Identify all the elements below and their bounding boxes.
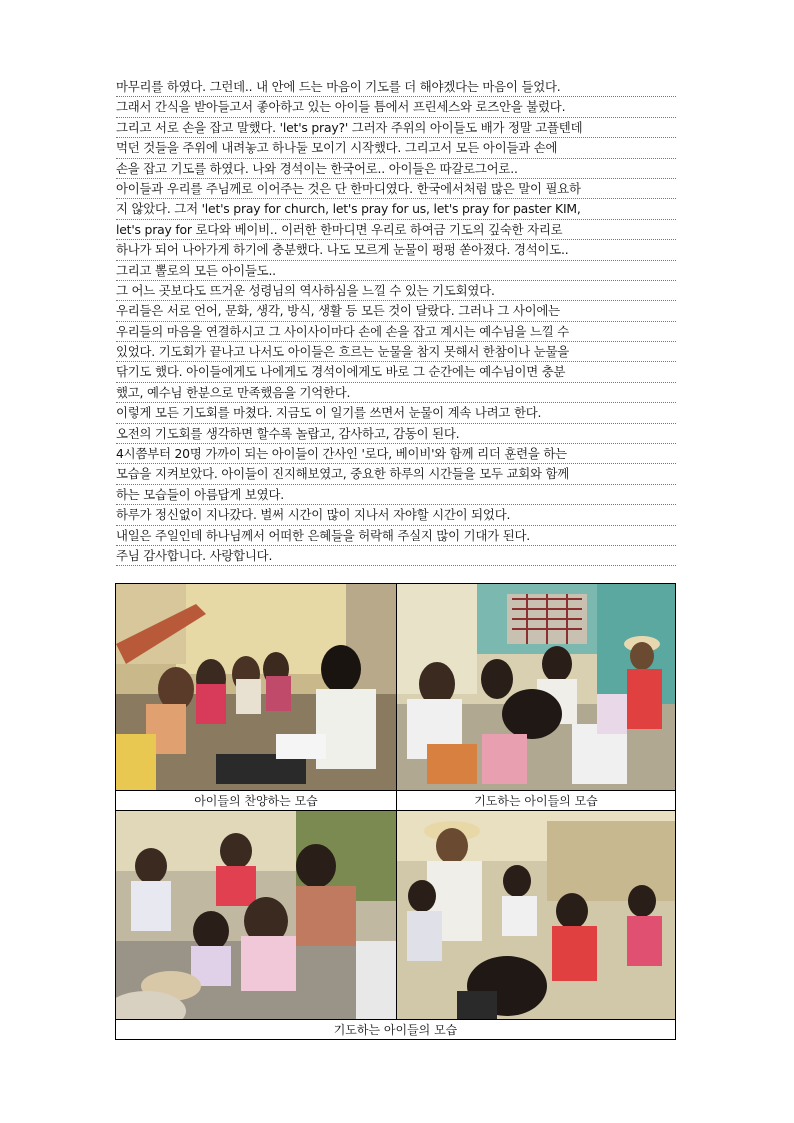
text-line: 그 어느 곳보다도 뜨거운 성령님의 역사하심을 느낄 수 있는 기도회였다. bbox=[116, 281, 676, 301]
text-line: 아이들과 우리를 주님께로 이어주는 것은 단 한마디였다. 한국에서처럼 많은 말이 필요하 bbox=[116, 179, 676, 199]
photo-children-singing bbox=[116, 584, 396, 790]
photo-children-praying-3 bbox=[397, 811, 675, 1019]
text-line: 그래서 간식을 받아들고서 좋아하고 있는 아이들 틈에서 프린세스와 로즈안을 불렀다. bbox=[116, 97, 676, 117]
text-line: 있었다. 기도회가 끝나고 나서도 아이들은 흐르는 눈물을 참지 못해서 한참이나 눈물을 bbox=[116, 342, 676, 362]
text-line: let's pray for 로다와 베이비.. 이러한 한마디면 우리로 하여금 기도의 깊숙한 자리로 bbox=[116, 220, 676, 240]
photo-children-praying-1 bbox=[397, 584, 675, 790]
text-line: 오전의 기도회를 생각하면 할수록 놀랍고, 감사하고, 감동이 된다. bbox=[116, 424, 676, 444]
text-line: 했고, 예수님 한분으로 만족했음을 기억한다. bbox=[116, 383, 676, 403]
text-line: 먹던 것들을 주위에 내려놓고 하나둘 모이기 시작했다. 그리고서 모든 아이들과 손에 bbox=[116, 138, 676, 158]
photo-table bbox=[115, 583, 676, 1040]
caption-top-left: 아이들의 찬양하는 모습 bbox=[116, 790, 396, 811]
caption-top-right: 기도하는 아이들의 모습 bbox=[397, 790, 675, 811]
text-line: 우리들은 서로 언어, 문화, 생각, 방식, 생활 등 모든 것이 달랐다. 그러나 그 사이에는 bbox=[116, 301, 676, 321]
diary-text bbox=[116, 77, 676, 566]
caption-bottom: 기도하는 아이들의 모습 bbox=[116, 1019, 675, 1039]
text-line: 지 않았다. 그저 'let's pray for church, let's pray for us, let's pray for paster KIM, bbox=[116, 199, 676, 219]
photo-children-praying-2 bbox=[116, 811, 396, 1019]
text-line: 이렇게 모든 기도회를 마쳤다. 지금도 이 일기를 쓰면서 눈물이 계속 나려고 한다. bbox=[116, 403, 676, 423]
text-line: 우리들의 마음을 연결하시고 그 사이사이마다 손에 손을 잡고 계시는 예수님을 느낄 수 bbox=[116, 322, 676, 342]
text-line: 4시쯤부터 20명 가까이 되는 아이들이 간사인 '로다, 베이비'와 함께 리더 훈련을 하는 bbox=[116, 444, 676, 464]
divider bbox=[396, 584, 397, 1019]
text-line: 그리고 서로 손을 잡고 말했다. 'let's pray?' 그러자 주위의 아이들도 배가 정말 고플텐데 bbox=[116, 118, 676, 138]
text-line: 마무리를 하였다. 그런데.. 내 안에 드는 마음이 기도를 더 해야겠다는 마음이 들었다. bbox=[116, 77, 676, 97]
text-line: 주님 감사합니다. 사랑합니다. bbox=[116, 546, 676, 566]
text-line: 하는 모습들이 아름답게 보였다. bbox=[116, 485, 676, 505]
text-line: 모습을 지켜보았다. 아이들이 진지해보였고, 중요한 하루의 시간들을 모두 교회와 함께 bbox=[116, 464, 676, 484]
text-line: 하루가 정신없이 지나갔다. 벌써 시간이 많이 지나서 자야할 시간이 되었다. bbox=[116, 505, 676, 525]
text-line: 손을 잡고 기도를 하였다. 나와 경석이는 한국어로.. 아이들은 따갈로그어로.. bbox=[116, 159, 676, 179]
text-line: 하나가 되어 나아가게 하기에 충분했다. 나도 모르게 눈물이 펑펑 쏟아졌다. 경석이도.. bbox=[116, 240, 676, 260]
text-line: 그리고 뽈로의 모든 아이들도.. bbox=[116, 261, 676, 281]
text-line: 닦기도 했다. 아이들에게도 나에게도 경석이에게도 바로 그 순간에는 예수님이면 충분 bbox=[116, 362, 676, 382]
text-line: 내일은 주일인데 하나님께서 어떠한 은혜들을 허락해 주실지 많이 기대가 된다. bbox=[116, 526, 676, 546]
